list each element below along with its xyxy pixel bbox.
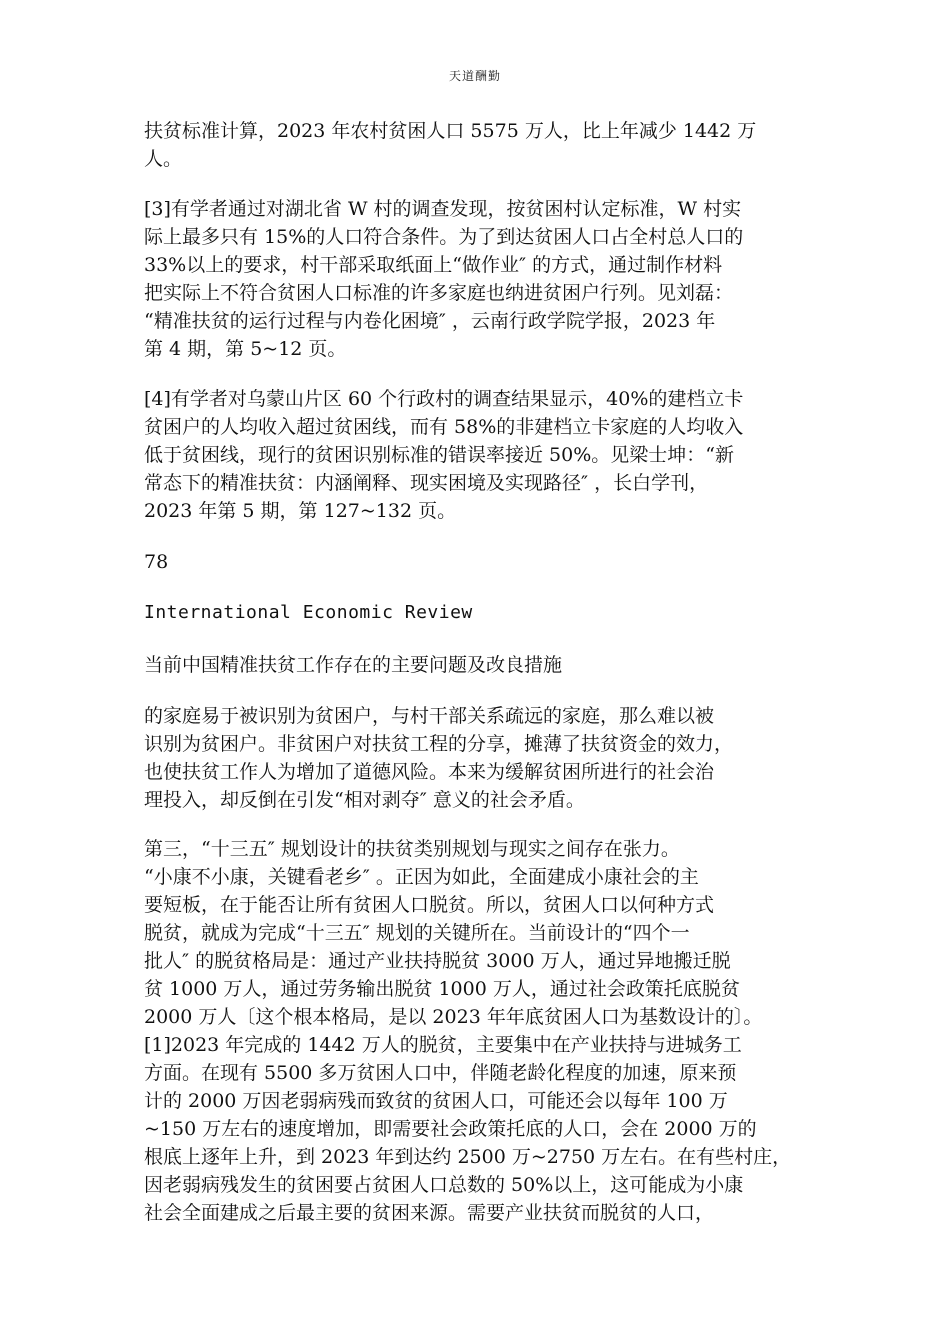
text-line: 也使扶贫工作人为增加了道德风险。本来为缓解贫困所进行的社会治: [144, 761, 715, 783]
text-line: 方面。在现有 5500 多万贫困人口中，伴随老龄化程度的加速，原来预: [144, 1062, 737, 1084]
page-number: 78: [144, 551, 169, 573]
text-line: 扶贫标准计算，2023 年农村贫困人口 5575 万人，比上年减少 1442 万: [144, 120, 757, 142]
text-line: 理投入，却反倒在引发“相对剥夺″ 意义的社会矛盾。: [144, 789, 585, 811]
text-line: 2000 万人〔这个根本格局，是以 2023 年年底贫困人口为基数设计的〕。: [144, 1006, 763, 1028]
text-line: 贫 1000 万人，通过劳务输出脱贫 1000 万人，通过社会政策托底脱贫: [144, 978, 740, 1000]
text-line: 第 4 期，第 5~12 页。: [144, 338, 347, 360]
text-line: “精准扶贫的运行过程与内卷化困境″ ，云南行政学院学报，2023 年: [144, 310, 716, 332]
text-line: [3]有学者通过对湖北省 W 村的调查发现，按贫困村认定标准，W 村实: [144, 198, 742, 220]
footnote-4: [144, 385, 824, 525]
paragraph-a: [144, 702, 824, 814]
text-line: ~150 万左右的速度增加，即需要社会政策托底的人口，会在 2000 万的: [144, 1118, 757, 1140]
text-line: 贫困户的人均收入超过贫困线，而有 58%的非建档立卡家庭的人均收入: [144, 416, 744, 438]
page-header: 天道酬勤: [448, 69, 501, 83]
footnote-3: [144, 195, 824, 363]
text-line: 批人″ 的脱贫格局是：通过产业扶持脱贫 3000 万人，通过异地搬迁脱: [144, 950, 731, 972]
text-line: 的家庭易于被识别为贫困户，与村干部关系疏远的家庭，那么难以被: [144, 705, 715, 727]
text-line: [1]2023 年完成的 1442 万人的脱贫，主要集中在产业扶持与进城务工: [144, 1034, 742, 1056]
text-line: 识别为贫困户。非贫困户对扶贫工程的分享，摊薄了扶贫资金的效力，: [144, 733, 734, 755]
text-line: 2023 年第 5 期，第 127~132 页。: [144, 500, 457, 522]
paragraph-b: [144, 835, 824, 1227]
text-line: 际上最多只有 15%的人口符合条件。为了到达贫困人口占全村总人口的: [144, 226, 744, 248]
text-line: 第三，“十三五″ 规划设计的扶贫类别规划与现实之间存在张力。: [144, 838, 680, 860]
text-line: 计的 2000 万因老弱病残而致贫的贫困人口，可能还会以每年 100 万: [144, 1090, 728, 1112]
text-line: 常态下的精准扶贫：内涵阐释、现实困境及实现路径″ ，长白学刊，: [144, 472, 709, 494]
text-line: 要短板，在于能否让所有贫困人口脱贫。所以，贫困人口以何种方式: [144, 894, 715, 916]
text-line: 把实际上不符合贫困人口标准的许多家庭也纳进贫困户行列。见刘磊：: [144, 282, 734, 304]
article-title: 当前中国精准扶贫工作存在的主要问题及改良措施: [144, 654, 563, 676]
paragraph-top: [144, 117, 824, 173]
text-line: 33%以上的要求，村干部采取纸面上“做作业″ 的方式，通过制作材料: [144, 254, 723, 276]
journal-name: International Economic Review: [144, 602, 473, 623]
text-line: 根底上逐年上升，到 2023 年到达约 2500 万~2750 万左右。在有些村庄，: [144, 1146, 792, 1168]
text-line: [4]有学者对乌蒙山片区 60 个行政村的调查结果显示，40%的建档立卡: [144, 388, 744, 410]
text-line: 因老弱病残发生的贫困要占贫困人口总数的 50%以上，这可能成为小康: [144, 1174, 744, 1196]
text-line: “小康不小康，关键看老乡″ 。正因为如此，全面建成小康社会的主: [144, 866, 699, 888]
text-line: 人。: [144, 148, 183, 170]
text-line: 脱贫，就成为完成“十三五″ 规划的关键所在。当前设计的“四个一: [144, 922, 690, 944]
text-line: 社会全面建成之后最主要的贫困来源。需要产业扶贫而脱贫的人口，: [144, 1202, 715, 1224]
text-line: 低于贫困线，现行的贫困识别标准的错误率接近 50%。见梁士坤：“新: [144, 444, 734, 466]
